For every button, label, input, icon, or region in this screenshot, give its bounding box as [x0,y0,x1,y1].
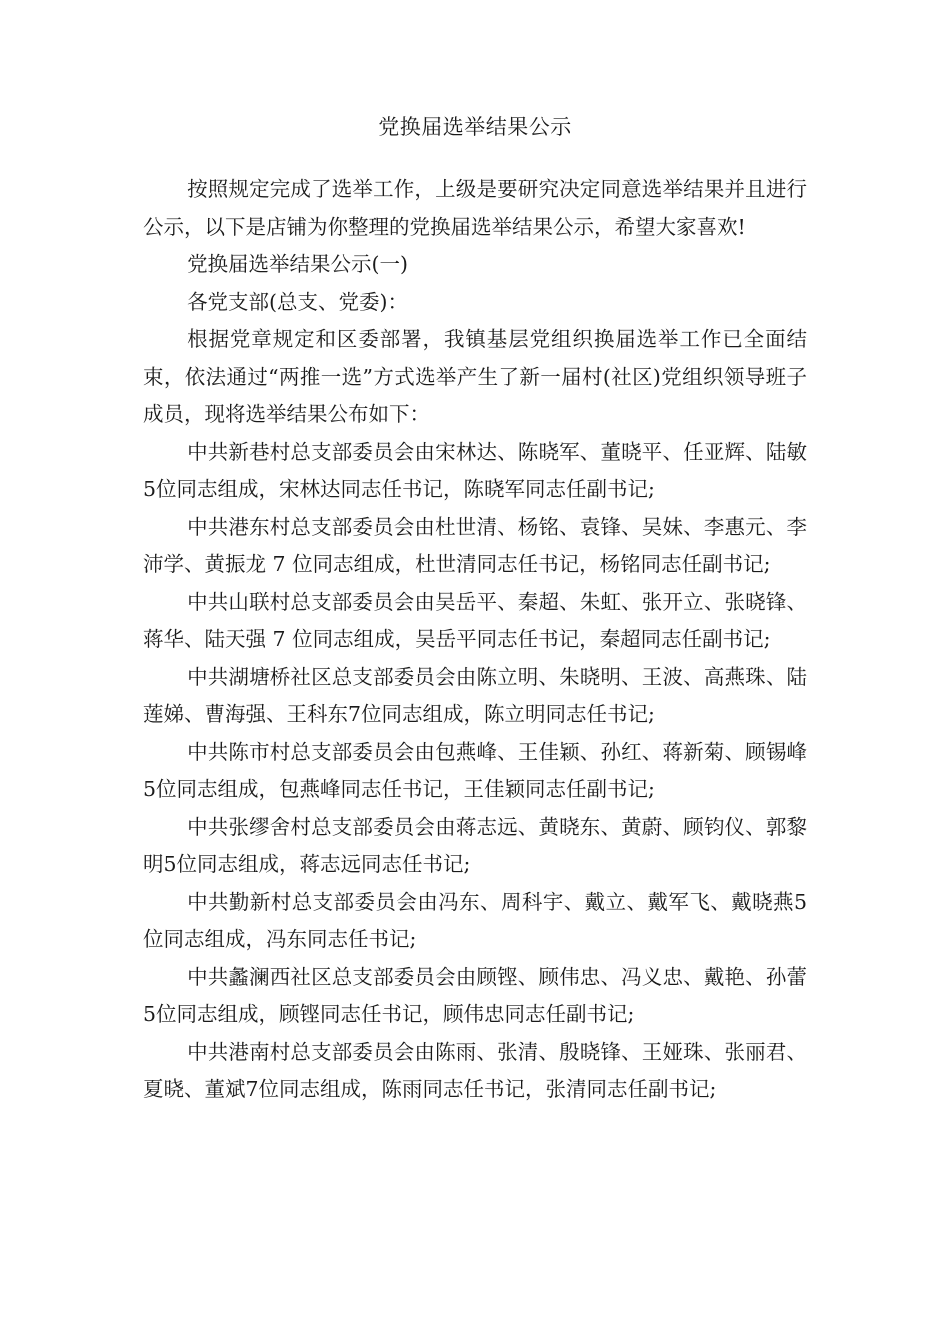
section-heading: 党换届选举结果公示(一) [187,252,409,276]
document-title: 党换届选举结果公示 [378,115,572,139]
document-body [143,171,807,1109]
result-paragraph-hutangqiao: 中共湖塘桥社区总支部委员会由陈立明、朱晓明、王波、高燕珠、陆莲娣、曹海强、王科东7位同志组成，陈立明同志任书记; [143,664,807,726]
result-paragraph-gangdong: 中共港东村总支部委员会由杜世清、杨铭、袁锋、吴妹、李惠元、李沛学、黄振龙 7 位同志组成，杜世清同志任书记，杨铭同志任副书记; [143,514,807,576]
result-paragraph-chenshi: 中共陈市村总支部委员会由包燕峰、王佳颖、孙红、蒋新菊、顾锡峰5位同志组成，包燕峰同志任书记，王佳颖同志任副书记; [143,739,807,801]
result-paragraph-gangnan: 中共港南村总支部委员会由陈雨、张清、殷晓锋、王娅珠、张丽君、夏晓、董斌7位同志组成，陈雨同志任书记，张清同志任副书记; [143,1039,807,1101]
result-paragraph-shanlian: 中共山联村总支部委员会由吴岳平、秦超、朱虹、张开立、张晓锋、蒋华、陆天强 7 位同志组成，吴岳平同志任书记，秦超同志任副书记; [143,589,807,651]
result-paragraph-xinxiang: 中共新巷村总支部委员会由宋林达、陈晓军、董晓平、任亚辉、陆敏5位同志组成，宋林达同志任书记，陈晓军同志任副书记; [143,439,807,501]
result-paragraph-qinxin: 中共勤新村总支部委员会由冯东、周科宇、戴立、戴军飞、戴晓燕5位同志组成，冯东同志任书记; [143,889,807,951]
intro-paragraph: 按照规定完成了选举工作，上级是要研究决定同意选举结果并且进行公示，以下是店铺为你整理的党换届选举结果公示，希望大家喜欢! [143,177,807,239]
result-paragraph-lilanxi: 中共蠡澜西社区总支部委员会由顾铿、顾伟忠、冯义忠、戴艳、孙蕾5位同志组成，顾铿同志任书记，顾伟忠同志任副书记; [143,964,807,1026]
announcement-paragraph: 根据党章规定和区委部署，我镇基层党组织换届选举工作已全面结束，依法通过“两推一选”方式选举产生了新一届村(社区)党组织领导班子成员，现将选举结果公布如下： [143,327,807,426]
result-paragraph-zhangmiaoshe: 中共张缪舍村总支部委员会由蒋志远、黄晓东、黄蔚、顾钧仪、郭黎明5位同志组成，蒋志远同志任书记; [143,814,807,876]
salutation: 各党支部(总支、党委)： [187,289,409,314]
